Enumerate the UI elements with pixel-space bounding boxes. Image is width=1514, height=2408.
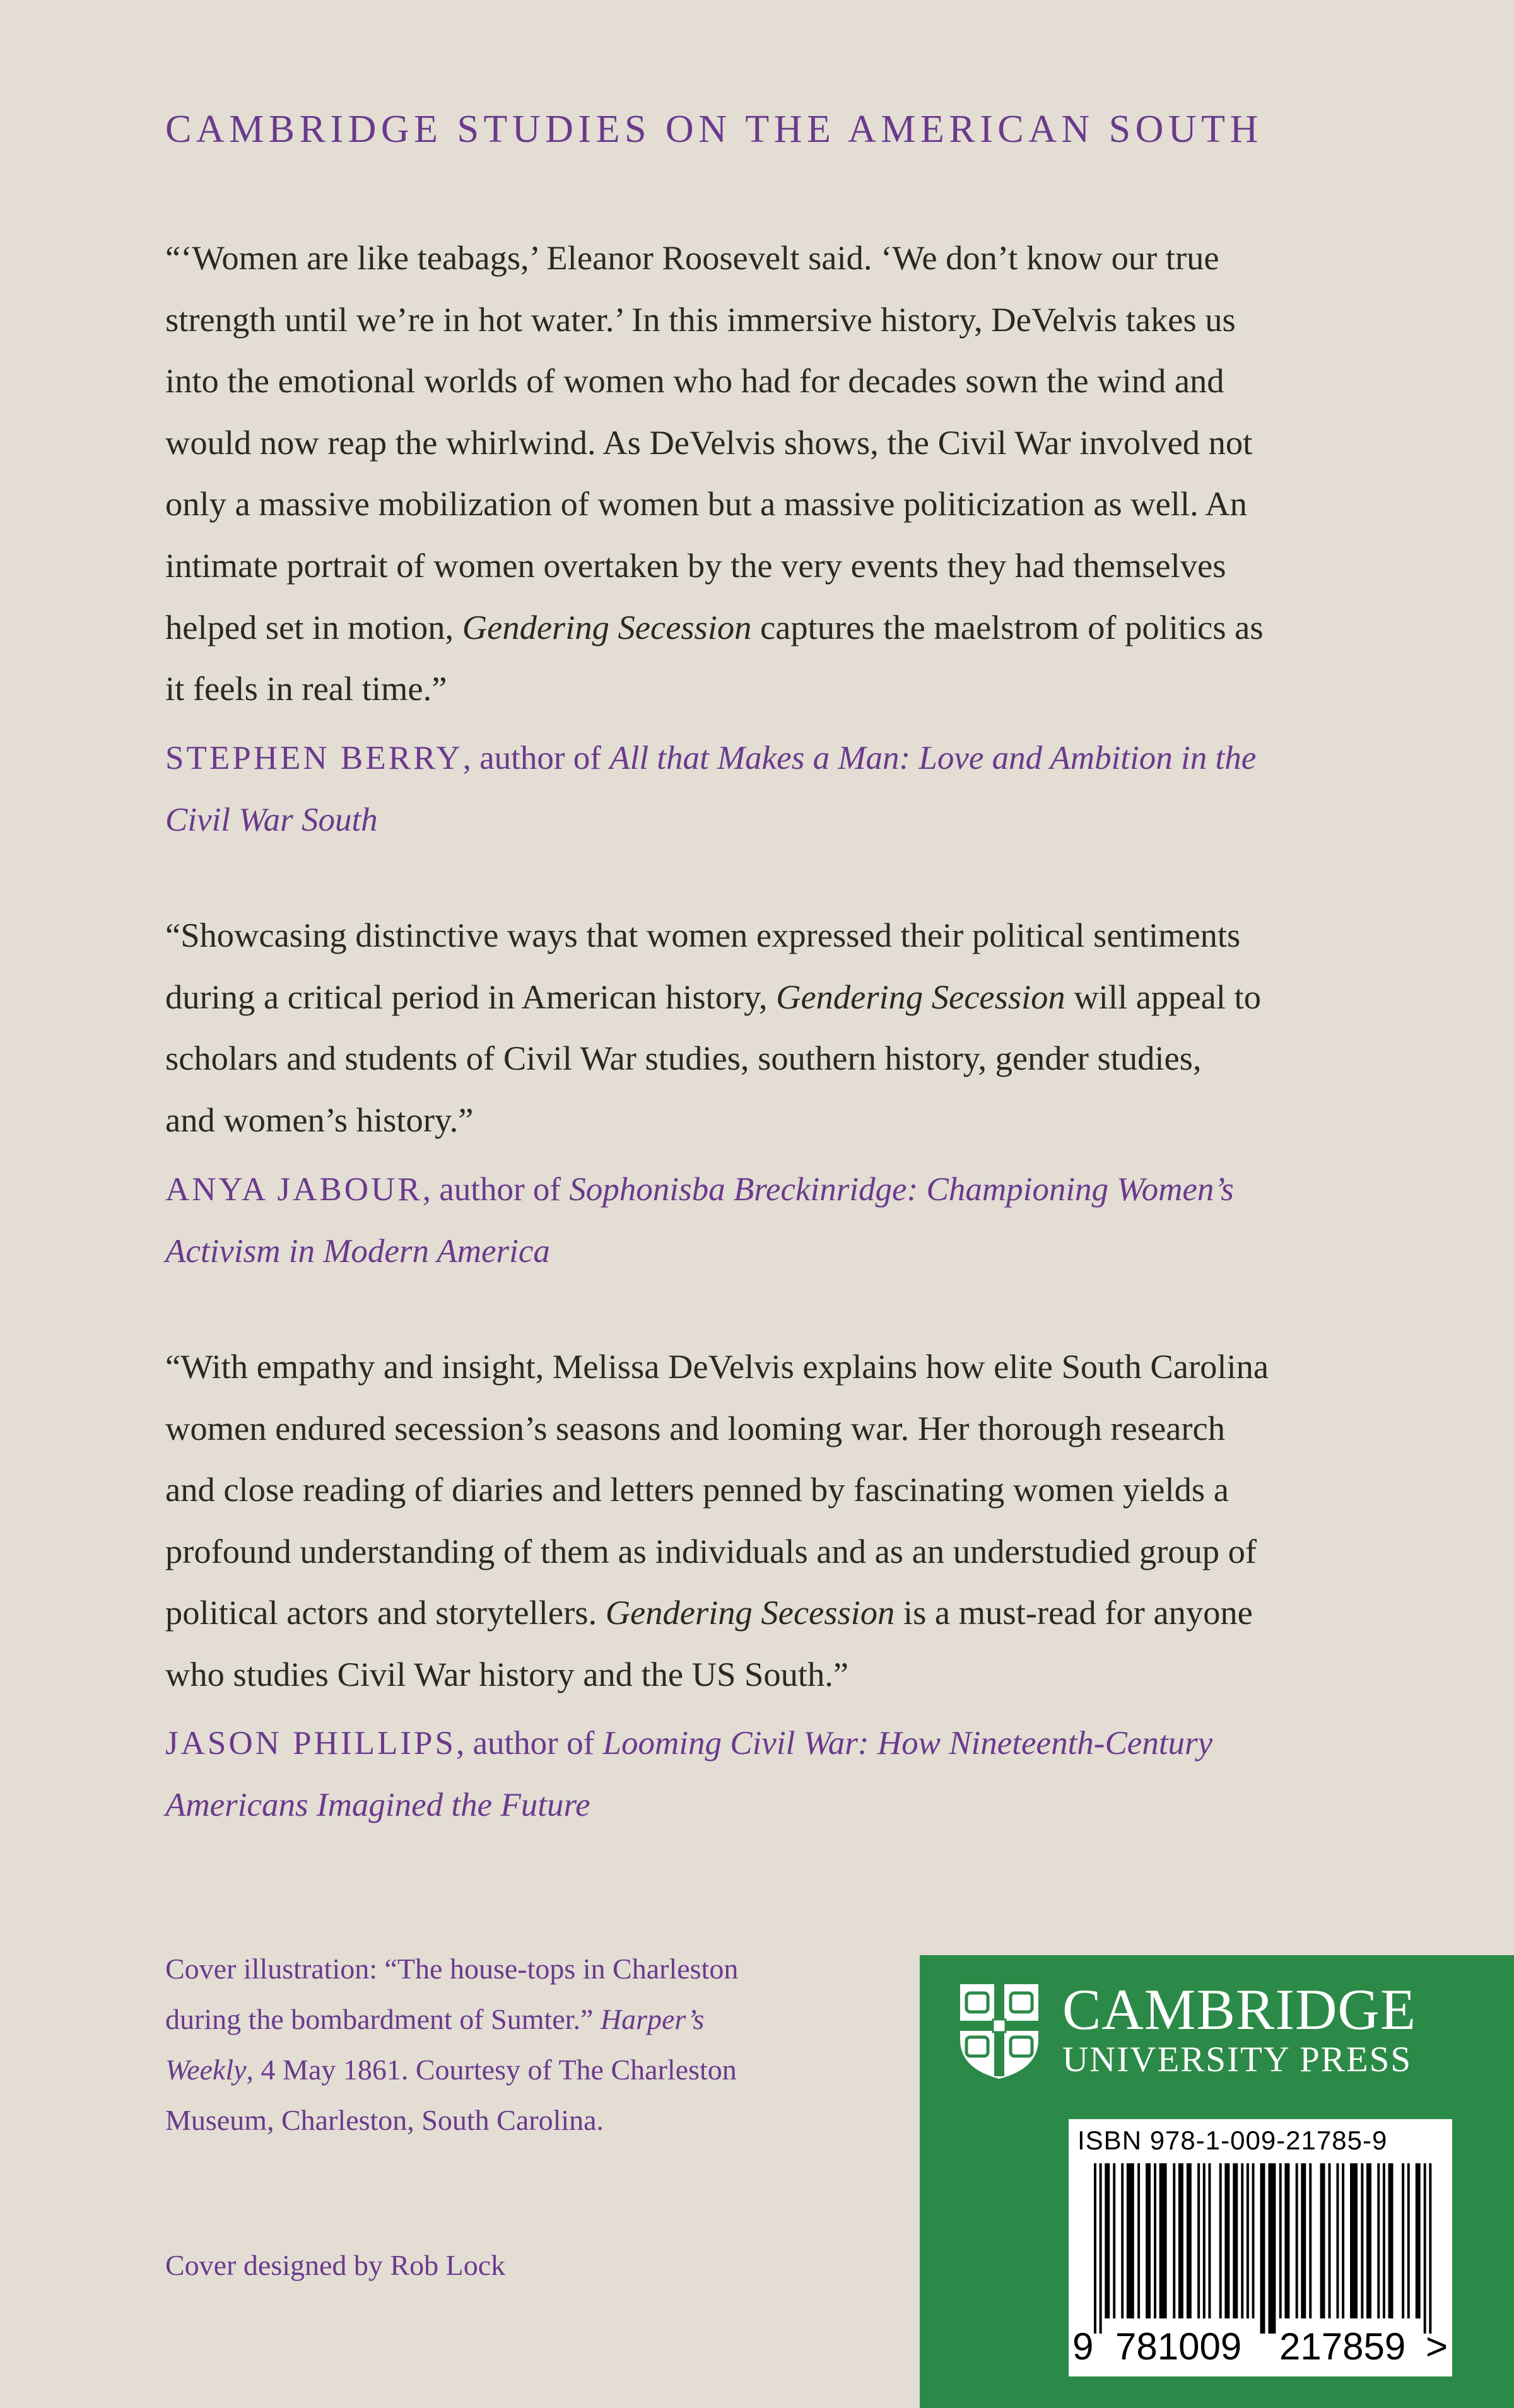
author-name: ANYA JABOUR — [165, 1171, 423, 1208]
barcode-bar — [1416, 2163, 1421, 2318]
quote-line: it feels in real time.” — [165, 669, 447, 708]
credit-line: Cover illustration: “The house-tops in Charleston — [165, 1953, 739, 1985]
barcode-bar — [1383, 2163, 1385, 2318]
barcode-bar — [1342, 2163, 1344, 2318]
text-run: , 4 May 1861. Courtesy of The Charleston — [246, 2054, 737, 2086]
credit-line — [165, 1994, 872, 2045]
quote-line: strength until we’re in hot water.’ In this immersive history, DeVelvis takes us — [165, 300, 1236, 339]
author-book-cont: Civil War South — [165, 801, 378, 838]
cambridge-shield-icon — [958, 1982, 1041, 2080]
quote-1 — [165, 227, 1452, 720]
quote-line: profound understanding of them as individuals and as an understudied group of — [165, 1531, 1257, 1570]
cover-illustration-credit — [165, 1944, 872, 2146]
publisher-line-2: UNIVERSITY PRESS — [1062, 2040, 1412, 2079]
text-run: is a must-read for anyone — [895, 1593, 1253, 1632]
attribution-2 — [165, 1159, 1465, 1282]
author-of: , author of — [422, 1171, 570, 1208]
attribution-line — [165, 1713, 1465, 1775]
barcode-bar — [1137, 2163, 1140, 2318]
barcode-bar — [1178, 2163, 1183, 2318]
barcode-bar — [1219, 2163, 1222, 2318]
barcode-bar — [1424, 2163, 1426, 2334]
barcode-bar — [1350, 2163, 1358, 2318]
quote-line: “Showcasing distinctive ways that women expressed their political sentiments — [165, 916, 1241, 954]
quote-line: scholars and students of Civil War studies, southern history, gender studies, — [165, 1039, 1202, 1078]
barcode-bar — [1154, 2163, 1156, 2318]
barcode-box — [1069, 2119, 1452, 2376]
barcode-bar — [1173, 2163, 1175, 2318]
barcode-bar — [1146, 2163, 1151, 2318]
barcode-lead-digit: 9 — [1072, 2325, 1094, 2368]
barcode-bar — [1197, 2163, 1200, 2318]
text-run: during a critical period in American history, — [165, 977, 777, 1016]
barcode-group-1: 781009 — [1115, 2325, 1242, 2368]
author-book-cont: Americans Imagined the Future — [165, 1786, 590, 1823]
barcode-bar — [1388, 2163, 1394, 2318]
book-title: Gendering Secession — [776, 977, 1065, 1016]
barcode-bar — [1208, 2163, 1211, 2318]
barcode-bar — [1284, 2163, 1289, 2318]
barcode-bar — [1402, 2163, 1404, 2318]
quote-line: “‘Women are like teabags,’ Eleanor Roosevelt said. ‘We don’t know our true — [165, 238, 1219, 277]
barcode-bar — [1105, 2163, 1110, 2318]
barcode-bar — [1247, 2163, 1249, 2318]
attribution-3 — [165, 1713, 1465, 1836]
publisher-name — [1062, 1979, 1416, 2080]
isbn-label: ISBN 978-1-009-21785-9 — [1077, 2125, 1388, 2155]
quote-line: “With empathy and insight, Melissa DeVelvis explains how elite South Carolina — [165, 1347, 1269, 1386]
attribution-1 — [165, 728, 1465, 851]
barcode-bar — [1279, 2163, 1282, 2318]
barcode-bar — [1113, 2163, 1115, 2318]
quote-line — [165, 1582, 1452, 1644]
barcode-bar — [1100, 2163, 1102, 2334]
book-title: Gendering Secession — [462, 607, 752, 646]
barcode-bar — [1377, 2163, 1380, 2318]
barcode-bar — [1336, 2163, 1339, 2318]
text-run: captures the maelstrom of politics as — [751, 607, 1264, 646]
barcode-bar — [1224, 2163, 1229, 2318]
cover-designer-credit: Cover designed by Rob Lock — [165, 2249, 506, 2281]
barcode-bar — [1429, 2163, 1431, 2334]
author-name: JASON PHILLIPS — [165, 1725, 456, 1762]
barcode-bar — [1366, 2163, 1371, 2318]
barcode-bar — [1309, 2163, 1312, 2318]
magazine-title: Harper’s — [600, 2003, 705, 2035]
publisher-panel — [920, 1955, 1514, 2408]
quote-line: intimate portrait of women overtaken by the very events they had themselves — [165, 546, 1226, 585]
barcode — [1094, 2163, 1435, 2334]
author-book: Looming Civil War: How Nineteenth-Century — [602, 1725, 1213, 1762]
barcode-bar — [1121, 2163, 1124, 2318]
author-of: , author of — [462, 740, 610, 776]
barcode-bar — [1361, 2163, 1363, 2318]
text-run: during the bombardment of Sumter.” — [165, 2003, 601, 2035]
barcode-bar — [1241, 2163, 1243, 2318]
author-book: All that Makes a Man: Love and Ambition in the — [609, 740, 1257, 776]
barcode-bar — [1252, 2163, 1255, 2318]
barcode-bar — [1268, 2163, 1276, 2334]
author-of: , author of — [455, 1725, 603, 1762]
series-title: CAMBRIDGE STUDIES ON THE AMERICAN SOUTH — [165, 108, 1263, 151]
attribution-line — [165, 728, 1465, 790]
barcode-marker: > — [1426, 2325, 1448, 2368]
author-book-cont: Activism in Modern America — [165, 1232, 550, 1270]
barcode-bar — [1301, 2163, 1306, 2318]
barcode-bar — [1094, 2163, 1096, 2334]
barcode-bar — [1320, 2163, 1325, 2318]
barcode-bar — [1203, 2163, 1206, 2318]
barcode-bar — [1407, 2163, 1410, 2318]
barcode-bar — [1159, 2163, 1167, 2318]
quote-2 — [165, 904, 1452, 1150]
attribution-line — [165, 1159, 1465, 1221]
quote-3 — [165, 1336, 1452, 1705]
text-run: helped set in motion, — [165, 607, 462, 646]
author-book: Sophonisba Breckinridge: Championing Women’s — [569, 1171, 1234, 1208]
barcode-bar — [1233, 2163, 1238, 2318]
barcode-bar — [1296, 2163, 1298, 2318]
quote-line: only a massive mobilization of women but a massive politicization as well. An — [165, 484, 1247, 523]
text-run: political actors and storytellers. — [165, 1593, 606, 1632]
quote-line — [165, 597, 1452, 658]
quote-line: would now reap the whirlwind. As DeVelvis shows, the Civil War involved not — [165, 423, 1253, 462]
publisher-line-1: CAMBRIDGE — [1062, 1977, 1417, 2042]
quote-line: and close reading of diaries and letters penned by fascinating women yields a — [165, 1470, 1229, 1509]
barcode-bar — [1329, 2163, 1331, 2318]
barcode-bar — [1187, 2163, 1192, 2318]
quote-line: women endured secession’s seasons and looming war. Her thorough research — [165, 1408, 1225, 1447]
text-run: will appeal to — [1065, 977, 1261, 1016]
magazine-title-cont: Weekly — [165, 2054, 247, 2086]
author-name: STEPHEN BERRY — [165, 740, 463, 776]
credit-line: Museum, Charleston, South Carolina. — [165, 2104, 604, 2136]
book-title: Gendering Secession — [605, 1593, 895, 1632]
barcode-bar — [1260, 2163, 1265, 2334]
credit-line — [165, 2045, 872, 2095]
quote-line: and women’s history.” — [165, 1100, 474, 1139]
quote-line: into the emotional worlds of women who had for decades sown the wind and — [165, 361, 1224, 400]
quote-line — [165, 966, 1452, 1028]
barcode-bar — [1127, 2163, 1134, 2318]
barcode-group-2: 217859 — [1279, 2325, 1406, 2368]
quote-line: who studies Civil War history and the US South.” — [165, 1654, 849, 1693]
